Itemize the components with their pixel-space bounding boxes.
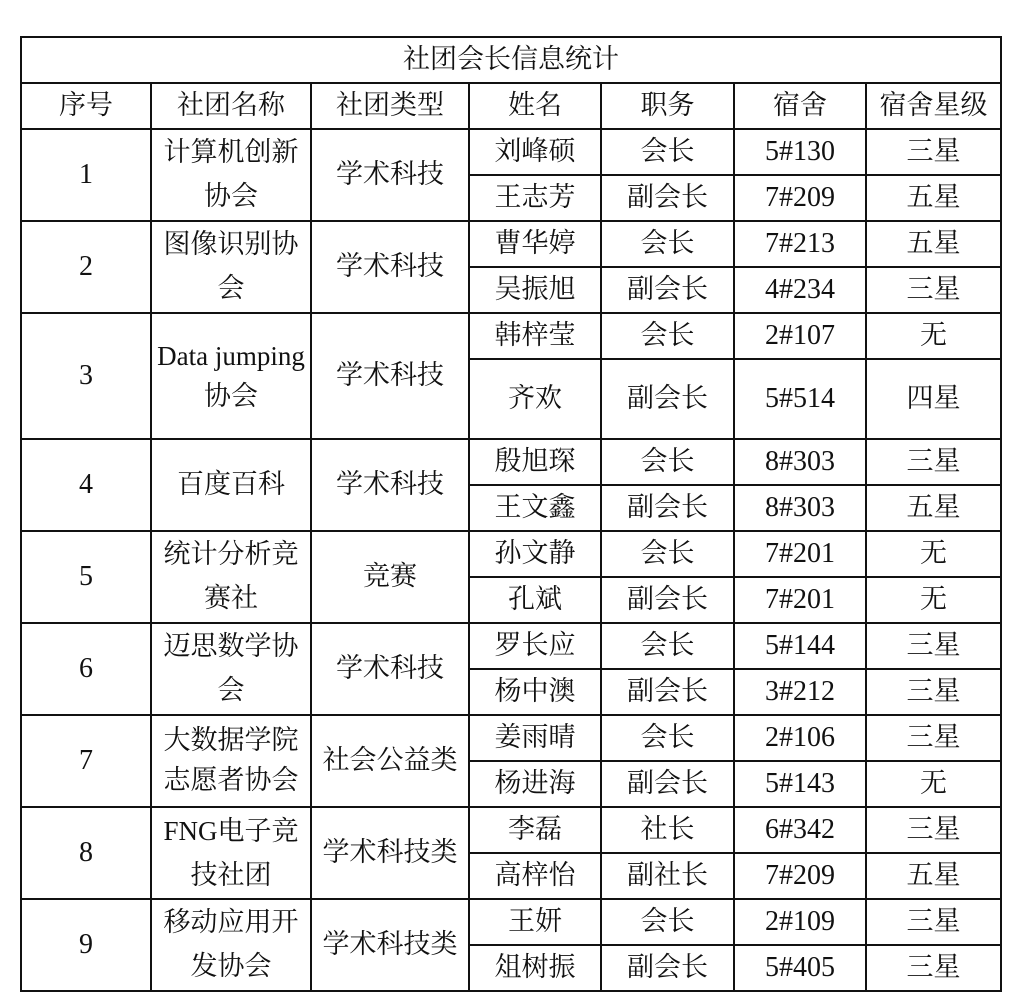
header-position: 职务	[601, 83, 734, 129]
cell-dorm-rating: 三星	[866, 715, 1001, 761]
cell-dorm: 5#514	[734, 359, 866, 439]
cell-dorm-rating: 四星	[866, 359, 1001, 439]
cell-dorm-rating: 三星	[866, 439, 1001, 485]
cell-name: 齐欢	[469, 359, 601, 439]
cell-club-name: 大数据学院志愿者协会	[151, 715, 311, 807]
cell-name: 姜雨晴	[469, 715, 601, 761]
cell-name: 孔斌	[469, 577, 601, 623]
cell-dorm: 5#143	[734, 761, 866, 807]
cell-position: 社长	[601, 807, 734, 853]
cell-name: 王文鑫	[469, 485, 601, 531]
cell-name: 孙文静	[469, 531, 601, 577]
cell-position: 副会长	[601, 175, 734, 221]
cell-club-name: 统计分析竞赛社	[151, 531, 311, 623]
cell-club-type: 社会公益类	[311, 715, 469, 807]
cell-name: 俎树振	[469, 945, 601, 991]
cell-club-name: 计算机创新协会	[151, 129, 311, 221]
cell-dorm: 7#209	[734, 175, 866, 221]
cell-name: 高梓怡	[469, 853, 601, 899]
cell-dorm: 2#107	[734, 313, 866, 359]
cell-position: 副会长	[601, 485, 734, 531]
cell-index: 1	[21, 129, 151, 221]
cell-dorm: 2#109	[734, 899, 866, 945]
cell-name: 杨中澳	[469, 669, 601, 715]
cell-club-type: 学术科技	[311, 439, 469, 531]
header-name: 姓名	[469, 83, 601, 129]
cell-position: 会长	[601, 129, 734, 175]
cell-club-type: 学术科技	[311, 313, 469, 439]
cell-position: 副会长	[601, 359, 734, 439]
cell-position: 会长	[601, 531, 734, 577]
cell-dorm: 7#201	[734, 577, 866, 623]
cell-club-type: 竞赛	[311, 531, 469, 623]
table-row	[21, 129, 1001, 175]
cell-dorm-rating: 无	[866, 531, 1001, 577]
cell-dorm: 7#209	[734, 853, 866, 899]
cell-dorm-rating: 五星	[866, 853, 1001, 899]
cell-dorm-rating: 三星	[866, 807, 1001, 853]
cell-name: 吴振旭	[469, 267, 601, 313]
cell-position: 会长	[601, 899, 734, 945]
cell-club-name: FNG电子竞技社团	[151, 807, 311, 899]
cell-dorm: 7#213	[734, 221, 866, 267]
header-index: 序号	[21, 83, 151, 129]
table-row	[21, 313, 1001, 359]
cell-dorm-rating: 无	[866, 761, 1001, 807]
cell-position: 会长	[601, 313, 734, 359]
table-row	[21, 807, 1001, 853]
cell-club-type: 学术科技	[311, 221, 469, 313]
cell-name: 王志芳	[469, 175, 601, 221]
cell-name: 杨进海	[469, 761, 601, 807]
cell-dorm-rating: 三星	[866, 267, 1001, 313]
cell-name: 王妍	[469, 899, 601, 945]
cell-dorm-rating: 三星	[866, 623, 1001, 669]
cell-position: 会长	[601, 221, 734, 267]
cell-position: 副会长	[601, 761, 734, 807]
cell-dorm-rating: 无	[866, 313, 1001, 359]
cell-name: 罗长应	[469, 623, 601, 669]
table-row	[21, 623, 1001, 669]
cell-index: 9	[21, 899, 151, 991]
cell-name: 李磊	[469, 807, 601, 853]
cell-dorm: 4#234	[734, 267, 866, 313]
cell-dorm-rating: 无	[866, 577, 1001, 623]
cell-club-name: Data jumping协会	[151, 313, 311, 439]
cell-dorm-rating: 三星	[866, 899, 1001, 945]
cell-dorm: 2#106	[734, 715, 866, 761]
cell-position: 副社长	[601, 853, 734, 899]
table-row	[21, 715, 1001, 761]
table-row	[21, 531, 1001, 577]
cell-name: 殷旭琛	[469, 439, 601, 485]
cell-index: 8	[21, 807, 151, 899]
cell-position: 副会长	[601, 267, 734, 313]
cell-dorm-rating: 三星	[866, 945, 1001, 991]
cell-dorm: 7#201	[734, 531, 866, 577]
cell-dorm: 3#212	[734, 669, 866, 715]
cell-dorm-rating: 五星	[866, 485, 1001, 531]
cell-dorm: 5#130	[734, 129, 866, 175]
cell-dorm: 8#303	[734, 485, 866, 531]
cell-position: 副会长	[601, 577, 734, 623]
cell-dorm-rating: 三星	[866, 669, 1001, 715]
cell-index: 5	[21, 531, 151, 623]
cell-index: 4	[21, 439, 151, 531]
table-title: 社团会长信息统计	[21, 37, 1001, 83]
cell-dorm: 8#303	[734, 439, 866, 485]
cell-club-name: 百度百科	[151, 439, 311, 531]
cell-club-name: 图像识别协会	[151, 221, 311, 313]
cell-club-type: 学术科技类	[311, 807, 469, 899]
table-row	[21, 221, 1001, 267]
cell-club-type: 学术科技类	[311, 899, 469, 991]
cell-position: 副会长	[601, 669, 734, 715]
cell-index: 2	[21, 221, 151, 313]
header-dorm: 宿舍	[734, 83, 866, 129]
cell-club-name: 迈思数学协会	[151, 623, 311, 715]
cell-index: 3	[21, 313, 151, 439]
cell-dorm-rating: 三星	[866, 129, 1001, 175]
cell-name: 韩梓莹	[469, 313, 601, 359]
header-club-type: 社团类型	[311, 83, 469, 129]
cell-dorm-rating: 五星	[866, 221, 1001, 267]
header-dorm-rating: 宿舍星级	[866, 83, 1001, 129]
club-president-table	[20, 36, 1002, 992]
cell-name: 刘峰硕	[469, 129, 601, 175]
table-row	[21, 439, 1001, 485]
cell-dorm-rating: 五星	[866, 175, 1001, 221]
cell-index: 7	[21, 715, 151, 807]
cell-name: 曹华婷	[469, 221, 601, 267]
cell-position: 副会长	[601, 945, 734, 991]
cell-club-type: 学术科技	[311, 129, 469, 221]
cell-position: 会长	[601, 439, 734, 485]
cell-club-type: 学术科技	[311, 623, 469, 715]
cell-dorm: 5#144	[734, 623, 866, 669]
cell-dorm: 5#405	[734, 945, 866, 991]
cell-dorm: 6#342	[734, 807, 866, 853]
header-club-name: 社团名称	[151, 83, 311, 129]
cell-club-name: 移动应用开发协会	[151, 899, 311, 991]
cell-position: 会长	[601, 623, 734, 669]
cell-position: 会长	[601, 715, 734, 761]
cell-index: 6	[21, 623, 151, 715]
table-row	[21, 899, 1001, 945]
